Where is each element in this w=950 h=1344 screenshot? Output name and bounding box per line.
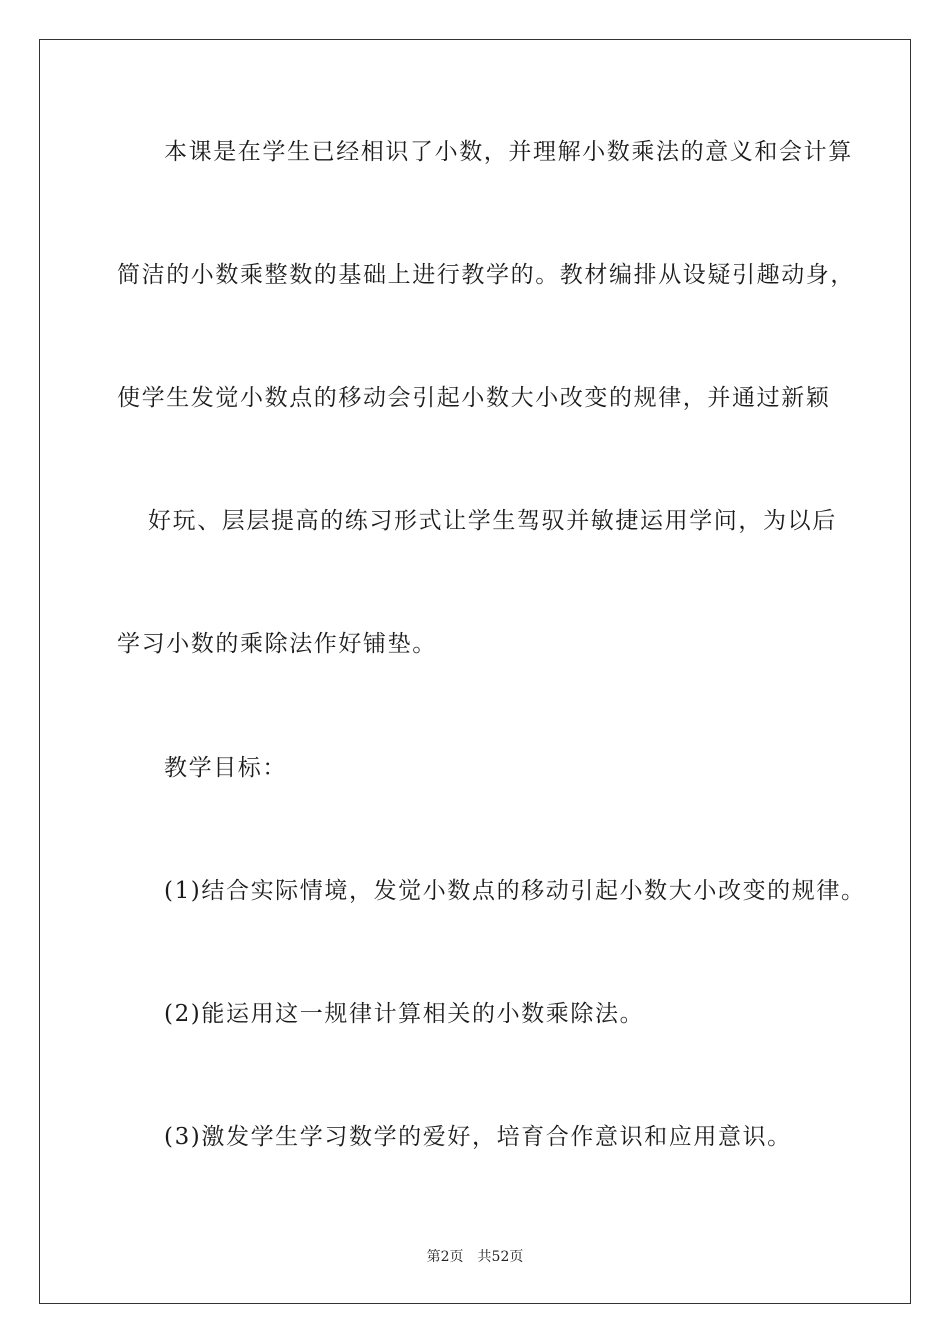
paragraph-line-4: 好玩、层层提高的练习形式让学生驾驭并敏捷运用学问，为以后 [148, 508, 837, 534]
paragraph-line-3: 使学生发觉小数点的移动会引起小数大小改变的规律，并通过新颖 [117, 385, 831, 411]
section-heading-teaching-goals: 教学目标： [164, 755, 287, 781]
goal-item-2: (2)能运用这一规律计算相关的小数乘除法。 [164, 1001, 645, 1027]
paragraph-line-5: 学习小数的乘除法作好铺垫。 [117, 631, 437, 657]
page-number: 第2页 [426, 1249, 464, 1265]
page-border [39, 39, 911, 1304]
goal-item-1: (1)结合实际情境，发觉小数点的移动引起小数大小改变的规律。 [164, 878, 866, 904]
page-footer [0, 1248, 950, 1266]
goal-item-3: (3)激发学生学习数学的爱好，培育合作意识和应用意识。 [164, 1124, 792, 1150]
page-total: 共52页 [477, 1249, 524, 1265]
paragraph-line-2: 简洁的小数乘整数的基础上进行教学的。教材编排从设疑引趣动身， [117, 262, 855, 288]
paragraph-line-1: 本课是在学生已经相识了小数，并理解小数乘法的意义和会计算 [164, 139, 853, 165]
